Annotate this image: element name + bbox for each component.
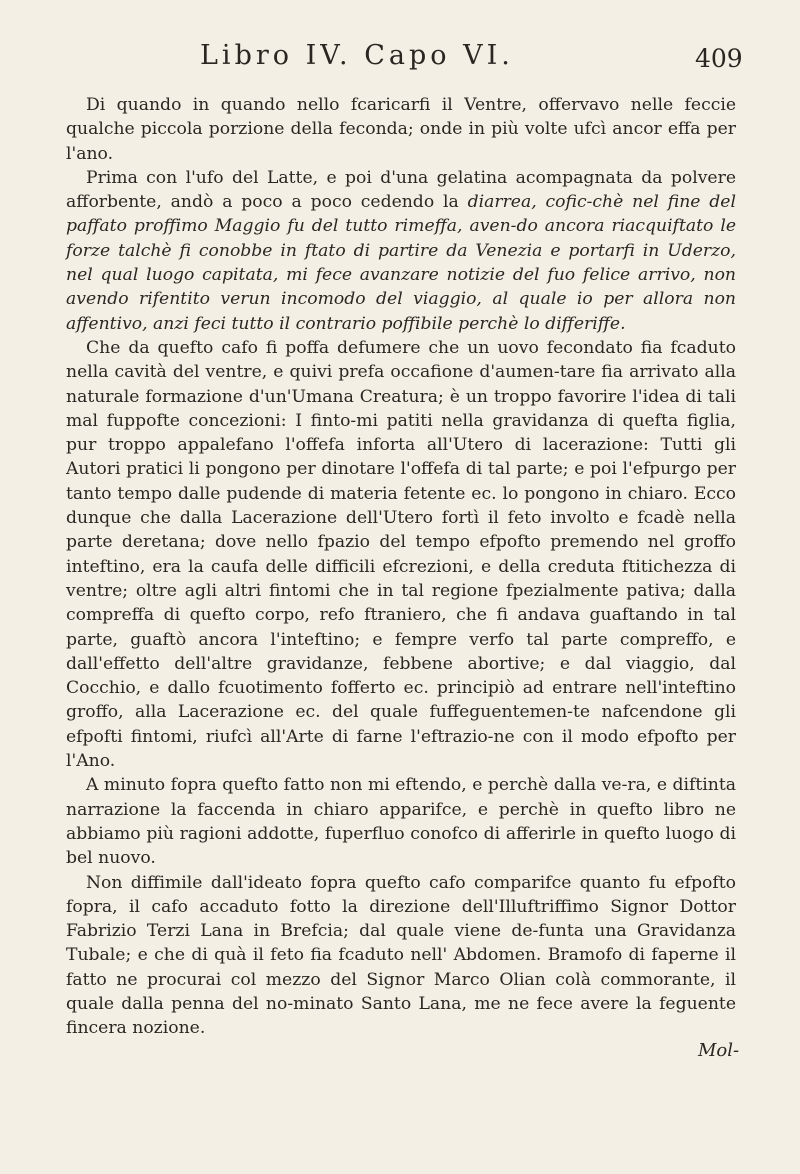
paragraph: Di quando in quando nello fcaricarfi il Ventre, offervavo nelle feccie qualche piccola porzione della feconda; onde in più volte ufcì ancor effa per l'ano. (66, 95, 736, 164)
paragraph: Prima con l'ufo del Latte, e poi d'una gelatina acompagnata da polvere afforbente, andò a poco a poco cedendo la diarrea, cofic-chè nel fine del paffato proffimo Maggio fu del tutto rimeffa, aven-do ancora riacquiftato le forze talchè fi conobbe in ftato di partire da Venezia e portarfi in Uderzo, nel qual luogo capitata, mi fece avanzare notizie del fuo felice arrivo, non avendo rifentito verun incomodo del viaggio, al quale io per allora non affentivo, anzi feci tutto il contrario poffibile perchè lo differiffe. (66, 167, 736, 334)
paragraph: Che da quefto cafo fi poffa defumere che un uovo fecondato fia fcaduto nella cavità del ventre, e quivi prefa occafione d'aumen-tare fia arrivato alla naturale formazione d'un'Umana Creatura; è un troppo favorire l'idea di tali mal fuppofte concezioni: I finto-mi patiti nella gravidanza di quefta figlia, pur troppo appalefano l'offefa inforta all'Utero di lacerazione: Tutti gli Autori pratici li pongono per dinotare l'offefa di tal parte; e poi l'efpurgo per tanto tempo dalle pudende di materia fetente ec. lo pongono in chiaro. Ecco dunque che dalla Lacerazione dell'Utero fortì il feto involto e fcadè nella parte deretana; dove nello fpazio del tempo efpofto premendo nel groffo inteftino, era la caufa delle difficili efcrezioni, e della creduta ftitichezza di ventre; oltre agli altri fintomi che in tal regione fpezialmente pativa; dalla compreffa di quefto corpo, refo ftraniero, che fi andava guaftando in tal parte, guaftò ancora l'inteftino; e fempre verfo tal parte compreffo, e dall'effetto dell'altre gravidanze, febbene abortive; e dal viaggio, dal Cocchio, e dallo fcuotimento fofferto ec. principiò ad entrare nell'inteftino groffo, alla Lacerazione ec. del quale fuffeguentemen-te nafcendone gli efpofti fintomi, riufcì all'Arte di farne l'eftrazio-ne con il modo efpofto per l'Ano. (66, 337, 736, 772)
page-number: 409 (695, 44, 743, 73)
catchword: Mol- (698, 1040, 740, 1061)
running-head: Libro IV. Capo VI. (200, 40, 514, 71)
paragraph: A minuto fopra quefto fatto non mi eftendo, e perchè dalla ve-ra, e diftinta narrazione la faccenda in chiaro apparifce, e perchè in quefto libro ne abbiamo più ragioni addotte, fuperfluo conofco di afferirle in quefto luogo di bel nuovo. (66, 775, 736, 869)
body-text (66, 93, 736, 1041)
italic-passage: diarrea, cofic-chè nel fine del paffato proffimo Maggio fu del tutto rimeffa, aven-do ancora riacquiftato le forze talchè fi conobbe in ftato di partire da Venezia e portarfi in Uderzo, nel qual luogo capitata, mi fece avanzare notizie del fuo felice arrivo, non avendo rifentito verun incomodo del viaggio, al quale io per allora non affentivo, anzi feci tutto il contrario poffibile perchè lo differiffe. (66, 192, 736, 334)
paragraph: Non diffimile dall'ideato fopra quefto cafo comparifce quanto fu efpofto fopra, il cafo accaduto fotto la direzione dell'Illuftriffimo Signor Dottor Fabrizio Terzi Lana in Brefcia; dal quale viene de-funta una Gravidanza Tubale; e che di quà il feto fia fcaduto nell' Abdomen. Bramofo di faperne il fatto ne procurai col mezzo del Signor Marco Olian colà commorante, il quale dalla penna del no-minato Santo Lana, me ne fece avere la feguente fincera nozione. (66, 872, 736, 1039)
